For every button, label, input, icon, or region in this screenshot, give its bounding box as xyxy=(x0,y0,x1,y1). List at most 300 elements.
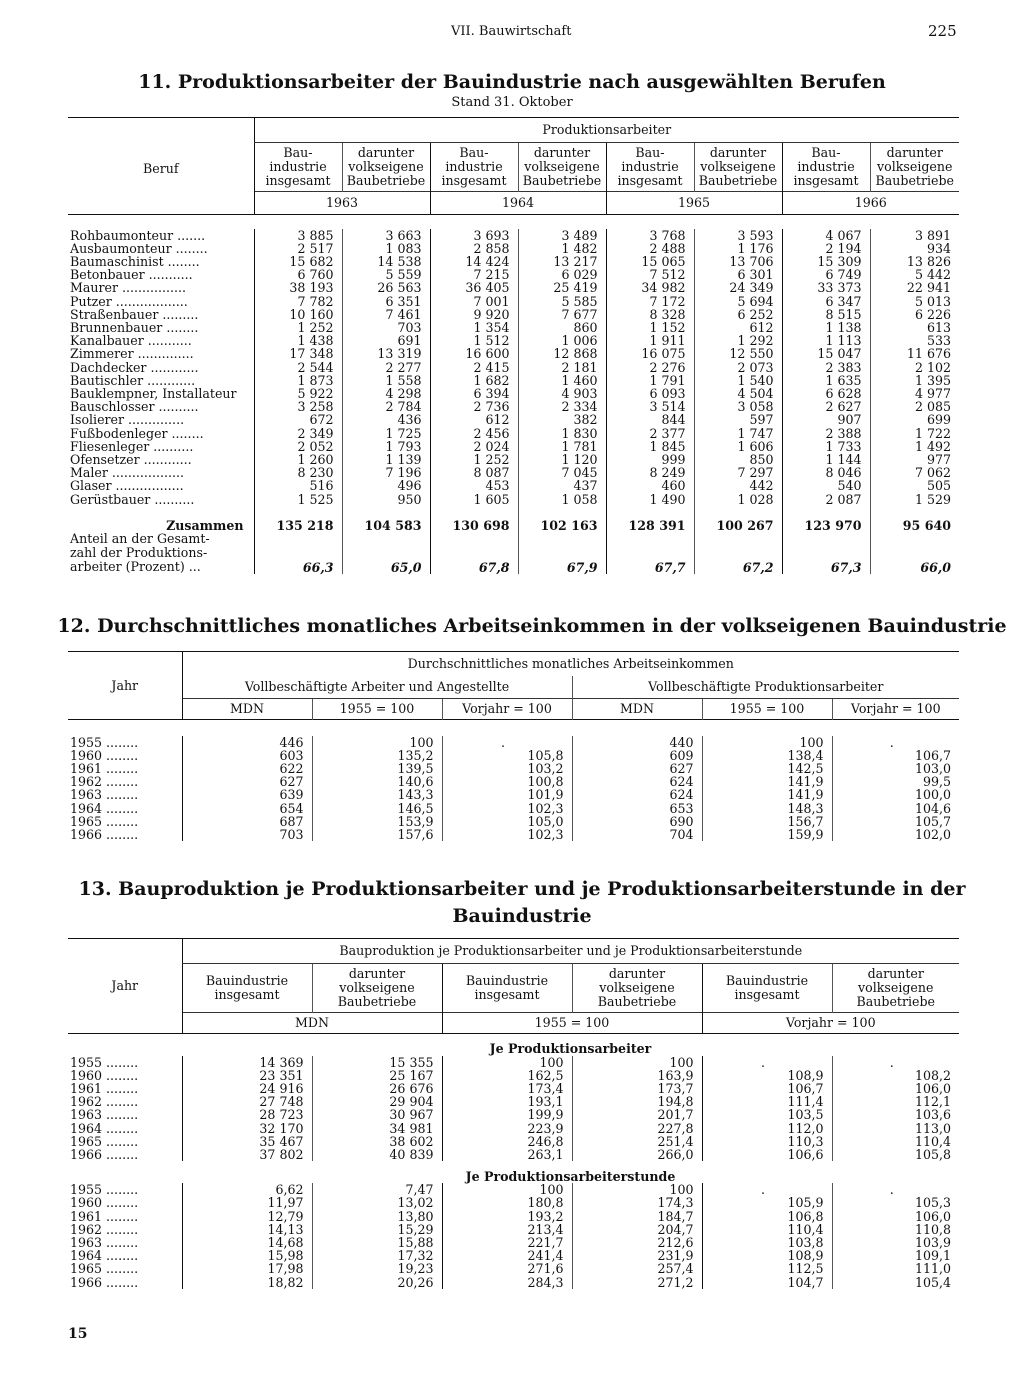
cell-value: 100 xyxy=(442,1183,572,1196)
row-year: 1966 ........ xyxy=(70,1274,139,1290)
cell-value: 101,9 xyxy=(442,788,572,801)
cell-value: 624 xyxy=(572,775,702,788)
cell-value: 23 351 xyxy=(182,1069,312,1082)
row-label: Maurer ................ xyxy=(70,280,187,296)
cell-value: 193,1 xyxy=(442,1095,572,1108)
cell-value: 6 760 xyxy=(254,268,342,281)
cell-value: 15 047 xyxy=(782,347,870,360)
cell-value: 1 113 xyxy=(782,334,870,347)
cell-value: 1 830 xyxy=(518,427,606,440)
cell-value: . xyxy=(702,1183,832,1196)
cell-value: 15,29 xyxy=(312,1223,442,1236)
cell-value: 12 550 xyxy=(694,347,782,360)
table-12 xyxy=(68,651,959,841)
cell-value: 7 196 xyxy=(342,466,430,479)
cell-value: 1 260 xyxy=(254,453,342,466)
cell-value: 540 xyxy=(782,479,870,492)
cell-value: 100 xyxy=(572,1183,702,1196)
table-row xyxy=(68,1196,959,1209)
cell-value: 1 176 xyxy=(694,242,782,255)
cell-value: 174,3 xyxy=(572,1196,702,1209)
cell-value: 703 xyxy=(182,828,312,841)
row-year: 1963 ........ xyxy=(70,1234,139,1250)
cell-value: 7 045 xyxy=(518,466,606,479)
cell-value: 25 167 xyxy=(312,1069,442,1082)
cell-value: 1 529 xyxy=(870,493,959,506)
cell-value: 442 xyxy=(694,479,782,492)
table-row xyxy=(68,466,959,479)
cell-value: 2 415 xyxy=(430,361,518,374)
cell-value: 627 xyxy=(182,775,312,788)
table-row xyxy=(68,1210,959,1223)
cell-value: 105,8 xyxy=(832,1148,959,1161)
row-year: 1955 ........ xyxy=(70,1182,139,1198)
running-header xyxy=(0,24,1024,44)
cell-value: 162,5 xyxy=(442,1069,572,1082)
cell-value: 3 593 xyxy=(694,229,782,242)
section-row xyxy=(68,1161,959,1183)
row-label: Maler .................. xyxy=(70,465,184,481)
table-13 xyxy=(68,938,959,1289)
cell-value: 3 768 xyxy=(606,229,694,242)
cell-value: 27 748 xyxy=(182,1095,312,1108)
share-value: 66,0 xyxy=(870,532,959,574)
unit-header: Vorjahr = 100 xyxy=(442,699,572,720)
section-label: Je Produktionsarbeiterstunde xyxy=(465,1168,676,1184)
share-value: 67,2 xyxy=(694,532,782,574)
cell-value: 1 028 xyxy=(694,493,782,506)
cell-value: 16 075 xyxy=(606,347,694,360)
row-year: 1955 ........ xyxy=(70,734,139,750)
cell-value: 2 276 xyxy=(606,361,694,374)
row-label: Gerüstbauer .......... xyxy=(70,491,195,507)
row-label: Zimmerer .............. xyxy=(70,346,194,362)
row-year: 1961 ........ xyxy=(70,760,139,776)
cell-value: 38 193 xyxy=(254,281,342,294)
cell-value: 201,7 xyxy=(572,1108,702,1121)
cell-value: 163,9 xyxy=(572,1069,702,1082)
total-value: 95 640 xyxy=(870,506,959,532)
row-year: 1960 ........ xyxy=(70,1195,139,1211)
table-row xyxy=(68,427,959,440)
table-row xyxy=(68,479,959,492)
share-label: Anteil an der Gesamt- zahl der Produktions- arbeiter (Prozent) ... xyxy=(70,530,210,574)
footer-number: 15 xyxy=(68,1326,88,1342)
total-value: 130 698 xyxy=(430,506,518,532)
cell-value: 460 xyxy=(606,479,694,492)
cell-value: 223,9 xyxy=(442,1122,572,1135)
row-year: 1955 ........ xyxy=(70,1054,139,1070)
cell-value: 613 xyxy=(870,321,959,334)
row-year: 1961 ........ xyxy=(70,1080,139,1096)
table-row xyxy=(68,281,959,294)
cell-value: 382 xyxy=(518,413,606,426)
cell-value: 106,0 xyxy=(832,1210,959,1223)
row-label: Bautischler ............ xyxy=(70,372,196,388)
cell-value: 246,8 xyxy=(442,1135,572,1148)
col-header-bauindustrie: Bau- industrie insgesamt xyxy=(254,143,342,192)
share-row xyxy=(68,532,959,574)
row-year: 1965 ........ xyxy=(70,1261,139,1277)
cell-value: 156,7 xyxy=(702,815,832,828)
cell-value: 2 334 xyxy=(518,400,606,413)
cell-value: 11,97 xyxy=(182,1196,312,1209)
cell-value: 180,8 xyxy=(442,1196,572,1209)
cell-value: 2 544 xyxy=(254,361,342,374)
cell-value: 7 215 xyxy=(430,268,518,281)
table-row xyxy=(68,361,959,374)
cell-value: 2 277 xyxy=(342,361,430,374)
cell-value: 1 120 xyxy=(518,453,606,466)
cell-value: 2 349 xyxy=(254,427,342,440)
col-header-bauindustrie: Bau- industrie insgesamt xyxy=(782,143,870,192)
total-value: 123 970 xyxy=(782,506,870,532)
cell-value: 5 585 xyxy=(518,295,606,308)
row-year: 1961 ........ xyxy=(70,1208,139,1224)
spacer-row xyxy=(68,215,959,229)
cell-value: 15 682 xyxy=(254,255,342,268)
row-label: Glaser ................. xyxy=(70,478,184,494)
cell-value: 496 xyxy=(342,479,430,492)
unit-header: MDN xyxy=(182,699,312,720)
total-value: 102 163 xyxy=(518,506,606,532)
cell-value: 28 723 xyxy=(182,1108,312,1121)
table-row xyxy=(68,1223,959,1236)
cell-value: 153,9 xyxy=(312,815,442,828)
cell-value: 173,4 xyxy=(442,1082,572,1095)
cell-value: 110,8 xyxy=(832,1223,959,1236)
cell-value: 4 504 xyxy=(694,387,782,400)
share-value: 67,9 xyxy=(518,532,606,574)
table-row xyxy=(68,229,959,242)
cell-value: 609 xyxy=(572,749,702,762)
cell-value: 38 602 xyxy=(312,1135,442,1148)
cell-value: 157,6 xyxy=(312,828,442,841)
row-label: Brunnenbauer ........ xyxy=(70,319,199,335)
cell-value: 1 138 xyxy=(782,321,870,334)
cell-value: 103,8 xyxy=(702,1236,832,1249)
cell-value: 184,7 xyxy=(572,1210,702,1223)
cell-value: 597 xyxy=(694,413,782,426)
table-row xyxy=(68,493,959,506)
table-row xyxy=(68,802,959,815)
cell-value: 13,80 xyxy=(312,1210,442,1223)
cell-value: 257,4 xyxy=(572,1262,702,1275)
table-row xyxy=(68,1249,959,1262)
cell-value: 20,26 xyxy=(312,1276,442,1289)
row-label: Baumaschinist ........ xyxy=(70,253,200,269)
spacer-row xyxy=(68,720,959,736)
cell-value: 1 606 xyxy=(694,440,782,453)
cell-value: 102,3 xyxy=(442,828,572,841)
table-row xyxy=(68,1082,959,1095)
cell-value: 112,5 xyxy=(702,1262,832,1275)
cell-value: 108,2 xyxy=(832,1069,959,1082)
cell-value: 103,0 xyxy=(832,762,959,775)
cell-value: 105,7 xyxy=(832,815,959,828)
cell-value: 10 160 xyxy=(254,308,342,321)
cell-value: 2 194 xyxy=(782,242,870,255)
cell-value: . xyxy=(702,1056,832,1069)
cell-value: 533 xyxy=(870,334,959,347)
cell-value: 105,3 xyxy=(832,1196,959,1209)
cell-value: 100 xyxy=(572,1056,702,1069)
cell-value: 142,5 xyxy=(702,762,832,775)
cell-value: 141,9 xyxy=(702,775,832,788)
cell-value: 173,7 xyxy=(572,1082,702,1095)
cell-value: 1 083 xyxy=(342,242,430,255)
col-header-volkseigene: darunter volkseigene Baubetriebe xyxy=(342,143,430,192)
cell-value: 1 395 xyxy=(870,374,959,387)
cell-value: 148,3 xyxy=(702,802,832,815)
cell-value: 1 354 xyxy=(430,321,518,334)
unit-header: 1955 = 100 xyxy=(702,699,832,720)
cell-value: 271,6 xyxy=(442,1262,572,1275)
cell-value: 639 xyxy=(182,788,312,801)
cell-value: 1 144 xyxy=(782,453,870,466)
cell-value: 1 512 xyxy=(430,334,518,347)
table-row xyxy=(68,308,959,321)
cell-value: 624 xyxy=(572,788,702,801)
cell-value: 106,7 xyxy=(702,1082,832,1095)
cell-value: 1 252 xyxy=(254,321,342,334)
table-13-title: 13. Bauproduktion je Produktionsarbeiter und je Produktionsarbeiterstunde in der Bauindustrie xyxy=(78,878,966,927)
cell-value: 1 252 xyxy=(430,453,518,466)
cell-value: 3 058 xyxy=(694,400,782,413)
cell-value: 8 230 xyxy=(254,466,342,479)
cell-value: 17,32 xyxy=(312,1249,442,1262)
cell-value: 108,9 xyxy=(702,1069,832,1082)
cell-value: 112,0 xyxy=(702,1122,832,1135)
cell-value: 2 784 xyxy=(342,400,430,413)
table-row xyxy=(68,440,959,453)
cell-value: 3 663 xyxy=(342,229,430,242)
cell-value: 103,5 xyxy=(702,1108,832,1121)
cell-value: 33 373 xyxy=(782,281,870,294)
cell-value: 1 292 xyxy=(694,334,782,347)
col-header-bauindustrie: Bauindustrie insgesamt xyxy=(442,964,572,1013)
row-year: 1964 ........ xyxy=(70,1120,139,1136)
sub-header-a: Vollbeschäftigte Arbeiter und Angestellte xyxy=(182,676,572,699)
cell-value: 6,62 xyxy=(182,1183,312,1196)
cell-value: 1 058 xyxy=(518,493,606,506)
cell-value: 1 482 xyxy=(518,242,606,255)
cell-value: 505 xyxy=(870,479,959,492)
year-header: 1966 xyxy=(782,192,959,215)
cell-value: 110,4 xyxy=(832,1135,959,1148)
table-12-title: 12. Durchschnittliches monatliches Arbeitseinkommen in der volkseigenen Bauindustrie xyxy=(57,615,1007,637)
table-row xyxy=(68,749,959,762)
cell-value: 109,1 xyxy=(832,1249,959,1262)
row-label: Putzer .................. xyxy=(70,293,188,309)
table-row xyxy=(68,815,959,828)
cell-value: . xyxy=(832,1183,959,1196)
cell-value: 9 920 xyxy=(430,308,518,321)
cell-value: 105,4 xyxy=(832,1276,959,1289)
cell-value: 26 676 xyxy=(312,1082,442,1095)
cell-value: 111,0 xyxy=(832,1262,959,1275)
cell-value: 2 073 xyxy=(694,361,782,374)
table-11 xyxy=(68,117,959,574)
cell-value: 35 467 xyxy=(182,1135,312,1148)
cell-value: 5 559 xyxy=(342,268,430,281)
row-year: 1960 ........ xyxy=(70,1067,139,1083)
cell-value: 15 309 xyxy=(782,255,870,268)
table-row xyxy=(68,828,959,841)
cell-value: 204,7 xyxy=(572,1223,702,1236)
cell-value: 5 922 xyxy=(254,387,342,400)
cell-value: 2 456 xyxy=(430,427,518,440)
cell-value: 100 xyxy=(312,736,442,749)
col-header-volkseigene: darunter volkseigene Baubetriebe xyxy=(870,143,959,192)
section-row xyxy=(68,1034,959,1056)
cell-value: 251,4 xyxy=(572,1135,702,1148)
cell-value: 37 802 xyxy=(182,1148,312,1161)
cell-value: 1 725 xyxy=(342,427,430,440)
year-header: 1963 xyxy=(254,192,430,215)
cell-value: 15,98 xyxy=(182,1249,312,1262)
cell-value: 24 349 xyxy=(694,281,782,294)
spacer-cell xyxy=(68,215,959,229)
table-row xyxy=(68,1262,959,1275)
col-header-bauindustrie: Bauindustrie insgesamt xyxy=(182,964,312,1013)
cell-value: 135,2 xyxy=(312,749,442,762)
cell-value: 34 981 xyxy=(312,1122,442,1135)
section-spacer xyxy=(68,1034,182,1056)
cell-value: 687 xyxy=(182,815,312,828)
table-row xyxy=(68,242,959,255)
cell-value: 100,0 xyxy=(832,788,959,801)
row-year: 1960 ........ xyxy=(70,747,139,763)
cell-value: 24 916 xyxy=(182,1082,312,1095)
cell-value: 6 749 xyxy=(782,268,870,281)
cell-value: 11 676 xyxy=(870,347,959,360)
table-row xyxy=(68,1148,959,1161)
cell-value: 516 xyxy=(254,479,342,492)
section-title: VII. Bauwirtschaft xyxy=(451,24,572,39)
cell-value: 6 226 xyxy=(870,308,959,321)
cell-value: 6 628 xyxy=(782,387,870,400)
cell-value: 7 001 xyxy=(430,295,518,308)
cell-value: 13 217 xyxy=(518,255,606,268)
cell-value: 3 489 xyxy=(518,229,606,242)
col-header-volkseigene: darunter volkseigene Baubetriebe xyxy=(832,964,959,1013)
cell-value: 138,4 xyxy=(702,749,832,762)
table-row xyxy=(68,1095,959,1108)
cell-value: 7 172 xyxy=(606,295,694,308)
cell-value: 977 xyxy=(870,453,959,466)
cell-value: 2 087 xyxy=(782,493,870,506)
cell-value: 212,6 xyxy=(572,1236,702,1249)
cell-value: 1 781 xyxy=(518,440,606,453)
cell-value: 199,9 xyxy=(442,1108,572,1121)
table-row xyxy=(68,1183,959,1196)
table-row xyxy=(68,762,959,775)
cell-value: 1 605 xyxy=(430,493,518,506)
cell-value: 13 826 xyxy=(870,255,959,268)
cell-value: 436 xyxy=(342,413,430,426)
table-row xyxy=(68,736,959,749)
cell-value: 8 249 xyxy=(606,466,694,479)
cell-value: 108,9 xyxy=(702,1249,832,1262)
cell-value: 2 052 xyxy=(254,440,342,453)
cell-value: 5 694 xyxy=(694,295,782,308)
row-label: Ofensetzer ............ xyxy=(70,451,192,467)
cell-value: 143,3 xyxy=(312,788,442,801)
cell-value: 1 635 xyxy=(782,374,870,387)
unit-header: 1955 = 100 xyxy=(442,1013,702,1034)
row-year: 1963 ........ xyxy=(70,787,139,803)
cell-value: 1 490 xyxy=(606,493,694,506)
cell-value: 3 885 xyxy=(254,229,342,242)
cell-value: 14 424 xyxy=(430,255,518,268)
cell-value: 103,6 xyxy=(832,1108,959,1121)
unit-header: MDN xyxy=(572,699,702,720)
row-year: 1966 ........ xyxy=(70,1146,139,1162)
table-row xyxy=(68,788,959,801)
cell-value: 5 013 xyxy=(870,295,959,308)
cell-value: 5 442 xyxy=(870,268,959,281)
table-row xyxy=(68,1135,959,1148)
cell-value: 113,0 xyxy=(832,1122,959,1135)
cell-value: 950 xyxy=(342,493,430,506)
cell-value: 12 868 xyxy=(518,347,606,360)
cell-value: 100,8 xyxy=(442,775,572,788)
cell-value: 105,8 xyxy=(442,749,572,762)
cell-value: 672 xyxy=(254,413,342,426)
row-label: Straßenbauer ......... xyxy=(70,306,199,322)
col-header-volkseigene: darunter volkseigene Baubetriebe xyxy=(312,964,442,1013)
cell-value: 141,9 xyxy=(702,788,832,801)
cell-value: 691 xyxy=(342,334,430,347)
col-header-volkseigene: darunter volkseigene Baubetriebe xyxy=(572,964,702,1013)
cell-value: 4 903 xyxy=(518,387,606,400)
cell-value: 14 538 xyxy=(342,255,430,268)
cell-value: 227,8 xyxy=(572,1122,702,1135)
cell-value: 25 419 xyxy=(518,281,606,294)
cell-value: 2 377 xyxy=(606,427,694,440)
jahr-header: Jahr xyxy=(111,677,139,693)
cell-value: 1 682 xyxy=(430,374,518,387)
cell-value: 7 782 xyxy=(254,295,342,308)
cell-value: 19,23 xyxy=(312,1262,442,1275)
cell-value: 2 383 xyxy=(782,361,870,374)
row-year: 1965 ........ xyxy=(70,813,139,829)
cell-value: 1 438 xyxy=(254,334,342,347)
table-row xyxy=(68,413,959,426)
cell-value: . xyxy=(442,736,572,749)
cell-value: 40 839 xyxy=(312,1148,442,1161)
col-header-bauindustrie: Bau- industrie insgesamt xyxy=(606,143,694,192)
cell-value: 2 736 xyxy=(430,400,518,413)
cell-value: 2 024 xyxy=(430,440,518,453)
table-row xyxy=(68,1276,959,1289)
table-11-title: 11. Produktionsarbeiter der Bauindustrie nach ausgewählten Berufen xyxy=(138,71,886,93)
cell-value: 2 085 xyxy=(870,400,959,413)
total-value: 135 218 xyxy=(254,506,342,532)
cell-value: 653 xyxy=(572,802,702,815)
cell-value: 1 139 xyxy=(342,453,430,466)
cell-value: 850 xyxy=(694,453,782,466)
cell-value: 13 319 xyxy=(342,347,430,360)
row-year: 1965 ........ xyxy=(70,1133,139,1149)
cell-value: 266,0 xyxy=(572,1148,702,1161)
cell-value: 110,3 xyxy=(702,1135,832,1148)
row-year: 1964 ........ xyxy=(70,1248,139,1264)
cell-value: 12,79 xyxy=(182,1210,312,1223)
cell-value: 2 858 xyxy=(430,242,518,255)
cell-value: 907 xyxy=(782,413,870,426)
